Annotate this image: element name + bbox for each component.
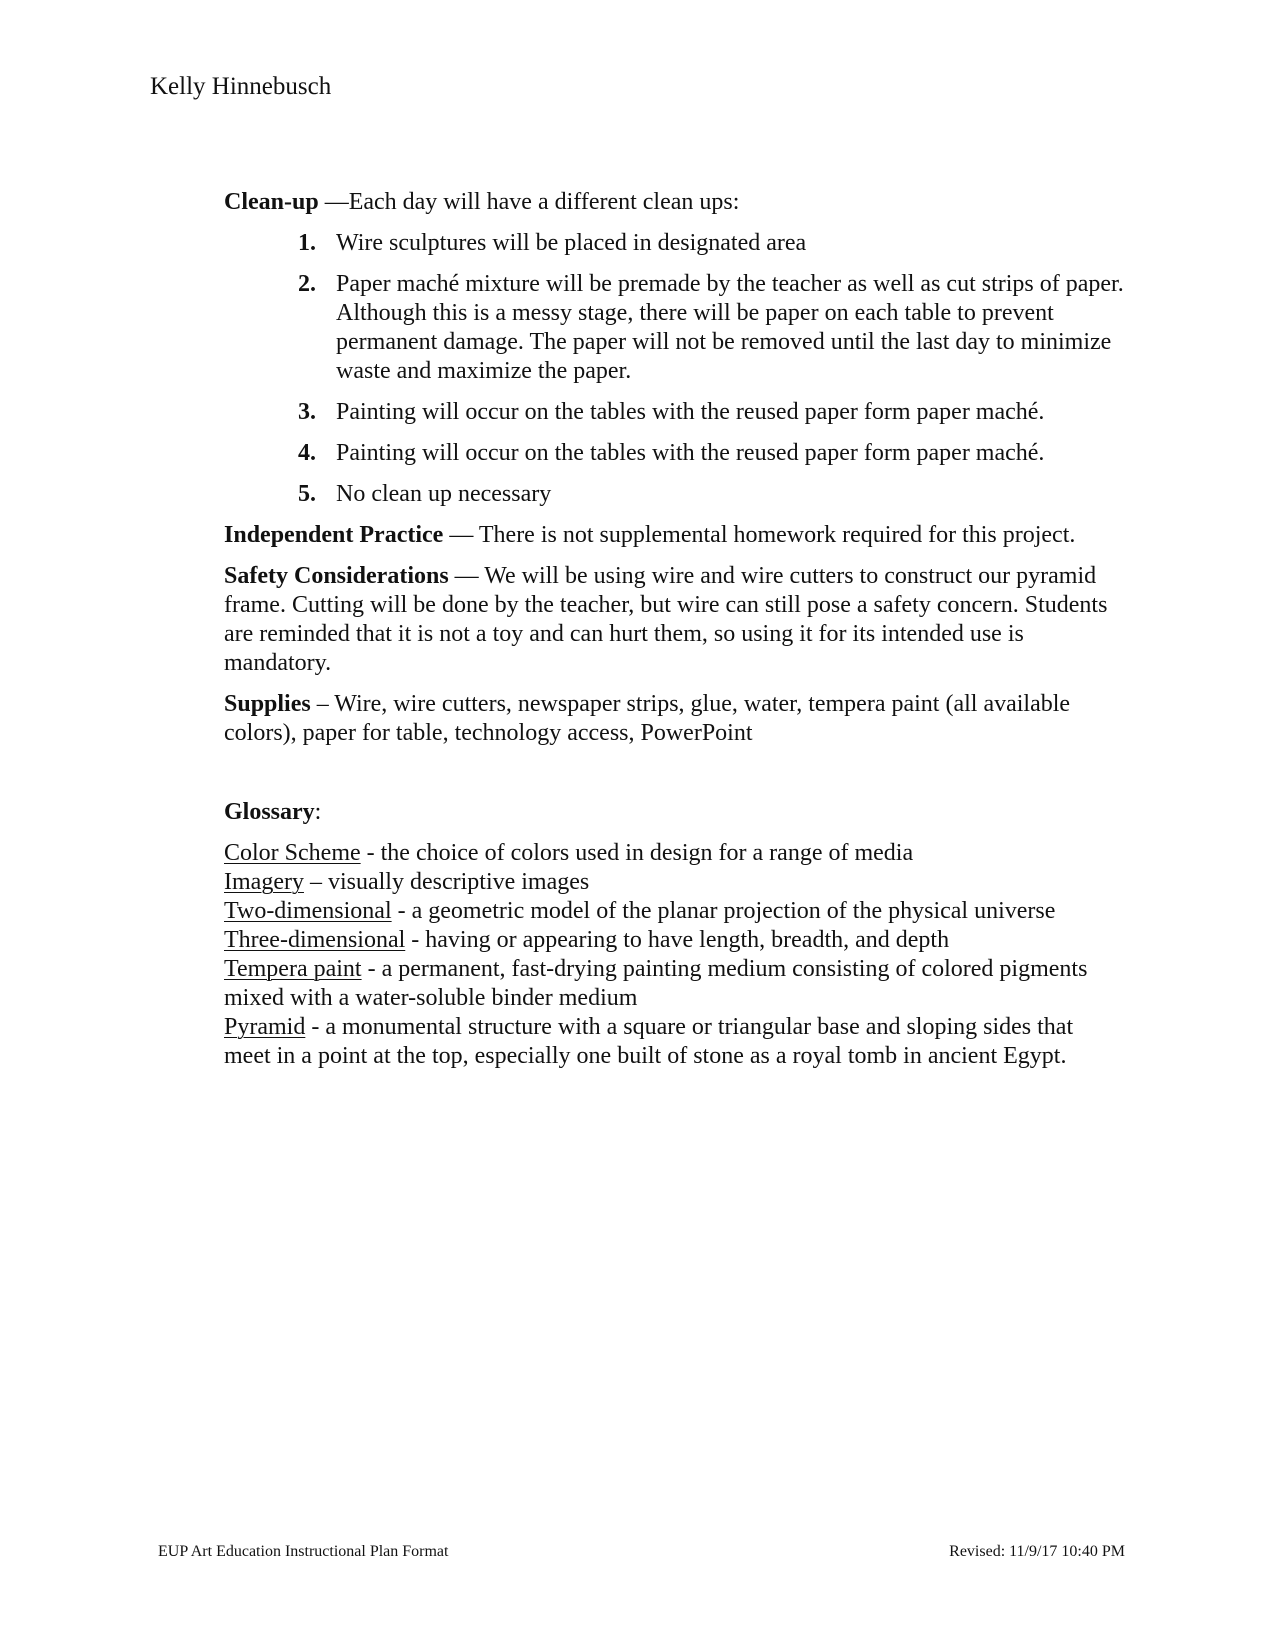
glossary-entry (224, 955, 1124, 1013)
list-item (224, 480, 1124, 509)
independent-practice-section (224, 521, 1124, 550)
supplies-text: – Wire, wire cutters, newspaper strips, glue, water, tempera paint (all available colors), paper for table, technology access, PowerPoint (224, 691, 1071, 746)
supplies-heading: Supplies (224, 691, 311, 717)
glossary-definition: - a geometric model of the planar projection of the physical universe (391, 898, 1056, 924)
glossary-definition: - the choice of colors used in design for a range of media (360, 840, 914, 866)
cleanup-section (224, 188, 1124, 217)
glossary-entry (224, 926, 1124, 955)
cleanup-heading: Clean-up (224, 189, 319, 215)
glossary-term: Pyramid (224, 1014, 306, 1040)
glossary-definition: - a permanent, fast-drying painting medium consisting of colored pigments mixed with a water-soluble binder medium (224, 956, 1088, 1011)
safety-section (224, 562, 1124, 678)
list-item-text: Painting will occur on the tables with the reused paper form paper maché. (336, 399, 1045, 425)
glossary-colon: : (314, 799, 322, 825)
list-item-text: No clean up necessary (336, 481, 552, 507)
list-item-number: 1. (298, 230, 316, 256)
glossary-entry (224, 897, 1124, 926)
footer-revised-date: Revised: 11/9/17 10:40 PM (949, 1543, 1125, 1560)
cleanup-list (224, 229, 1124, 509)
list-item-number: 3. (298, 399, 316, 425)
footer-plan-format: EUP Art Education Instructional Plan Format (158, 1543, 449, 1560)
safety-heading: Safety Considerations (224, 563, 449, 589)
glossary-term: Tempera paint (224, 956, 362, 982)
list-item-number: 4. (298, 440, 316, 466)
author-name: Kelly Hinnebusch (150, 73, 332, 100)
list-item (224, 439, 1124, 468)
glossary-entry (224, 1013, 1124, 1071)
list-item-text: Paper maché mixture will be premade by the teacher as well as cut strips of paper. Although this is a messy stage, there will be paper on each table to prevent permanent damage. The paper will not be removed until the last day to minimize waste and maximize the paper. (336, 271, 1124, 384)
glossary-entry (224, 868, 1124, 897)
list-item-text: Wire sculptures will be placed in designated area (336, 230, 807, 256)
independent-practice-text: — There is not supplemental homework required for this project. (443, 522, 1076, 548)
glossary-entry (224, 839, 1124, 868)
glossary-heading-line (224, 798, 1124, 827)
glossary-term: Color Scheme (224, 840, 361, 866)
safety-text: — We will be using wire and wire cutters to construct our pyramid frame. Cutting will be done by the teacher, but wire can still pose a safety concern. Students are reminded that it is not a toy and can hurt them, so using it for its intended use is mandatory. (224, 563, 1108, 676)
glossary-term: Two-dimensional (224, 898, 392, 924)
list-item-text: Painting will occur on the tables with the reused paper form paper maché. (336, 440, 1045, 466)
supplies-section (224, 690, 1124, 748)
glossary-definition: - having or appearing to have length, breadth, and depth (405, 927, 950, 953)
list-item (224, 398, 1124, 427)
cleanup-intro: —Each day will have a different clean ups: (318, 189, 740, 215)
glossary-term: Three-dimensional (224, 927, 406, 953)
independent-practice-heading: Independent Practice (224, 522, 444, 548)
glossary-definition: - a monumental structure with a square or triangular base and sloping sides that meet in a point at the top, especially one built of stone as a royal tomb in ancient Egypt. (224, 1014, 1074, 1069)
list-item (224, 270, 1124, 386)
glossary-definition: – visually descriptive images (303, 869, 590, 895)
glossary-term: Imagery (224, 869, 304, 895)
list-item (224, 229, 1124, 258)
glossary-heading: Glossary (224, 799, 315, 825)
list-item-number: 2. (298, 271, 316, 297)
document-body (224, 188, 1124, 1071)
list-item-number: 5. (298, 481, 316, 507)
